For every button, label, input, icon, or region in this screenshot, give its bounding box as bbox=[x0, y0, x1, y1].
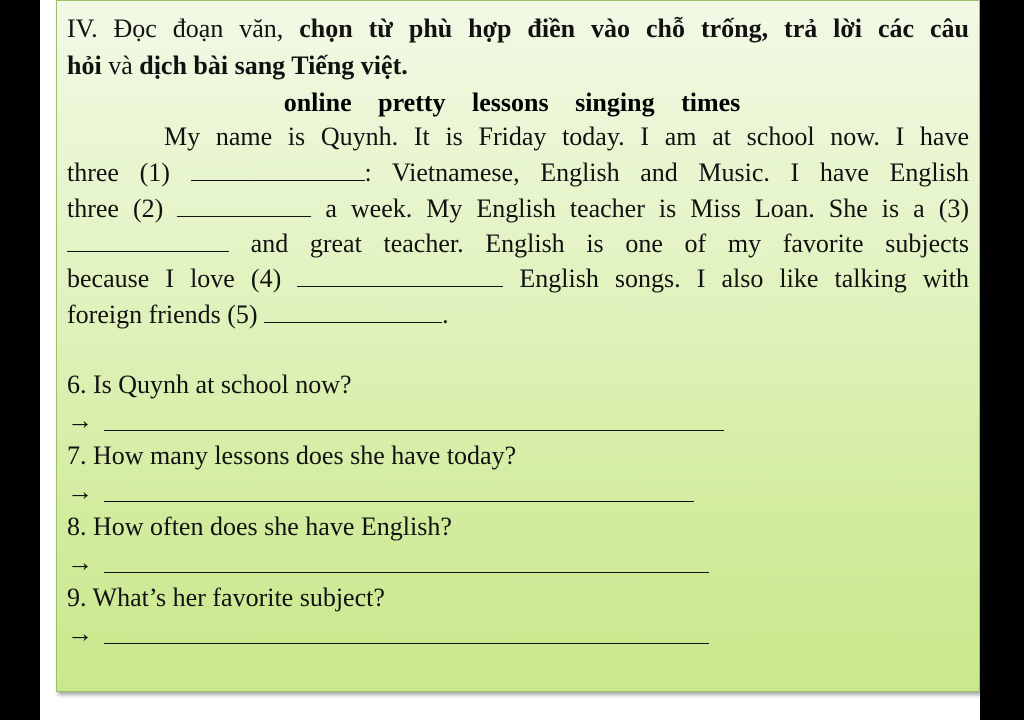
question-7: 7. How many lessons does she have today? bbox=[67, 441, 517, 470]
word-bank-item: singing bbox=[575, 88, 655, 117]
answer-arrow: → bbox=[67, 548, 93, 577]
instruction-line-2: hỏi và dịch bài sang Tiếng việt. bbox=[67, 51, 408, 80]
answer-line-8[interactable] bbox=[104, 572, 709, 573]
blank-3[interactable] bbox=[67, 229, 229, 252]
passage-line-6: foreign friends (5) . bbox=[67, 300, 449, 329]
passage-line-1: My name is Quynh. It is Friday today. I am at school now. I have bbox=[164, 122, 969, 151]
word-bank bbox=[0, 86, 1024, 120]
word-bank-item: online bbox=[283, 88, 352, 117]
word-bank-item: pretty bbox=[378, 88, 446, 117]
answer-arrow: → bbox=[67, 619, 93, 648]
blank-1[interactable] bbox=[191, 158, 365, 181]
answer-arrow: → bbox=[67, 406, 93, 435]
blank-2[interactable] bbox=[177, 194, 311, 217]
instruction-line-1: IV. Đọc đoạn văn, chọn từ phù hợp điền vào chỗ trống, trả lời các câu bbox=[67, 14, 969, 43]
answer-line-6[interactable] bbox=[104, 430, 724, 431]
passage-line-4: and great teacher. English is one of my favorite subjects bbox=[67, 227, 969, 261]
passage-line-2: three (1) : Vietnamese, English and Music. I have English bbox=[67, 158, 969, 187]
answer-line-7[interactable] bbox=[104, 501, 694, 502]
question-8: 8. How often does she have English? bbox=[67, 512, 452, 541]
blank-5[interactable] bbox=[264, 300, 442, 323]
word-bank-item: times bbox=[681, 88, 741, 117]
word-bank-item: lessons bbox=[472, 88, 549, 117]
answer-arrow: → bbox=[67, 477, 93, 506]
blank-4[interactable] bbox=[297, 264, 503, 287]
question-9: 9. What’s her favorite subject? bbox=[67, 583, 385, 612]
passage-line-5: because I love (4) English songs. I also like talking with bbox=[67, 264, 969, 293]
passage-line-3: three (2) a week. My English teacher is Miss Loan. She is a (3) bbox=[67, 194, 970, 223]
question-6: 6. Is Quynh at school now? bbox=[67, 370, 352, 399]
answer-line-9[interactable] bbox=[104, 643, 709, 644]
